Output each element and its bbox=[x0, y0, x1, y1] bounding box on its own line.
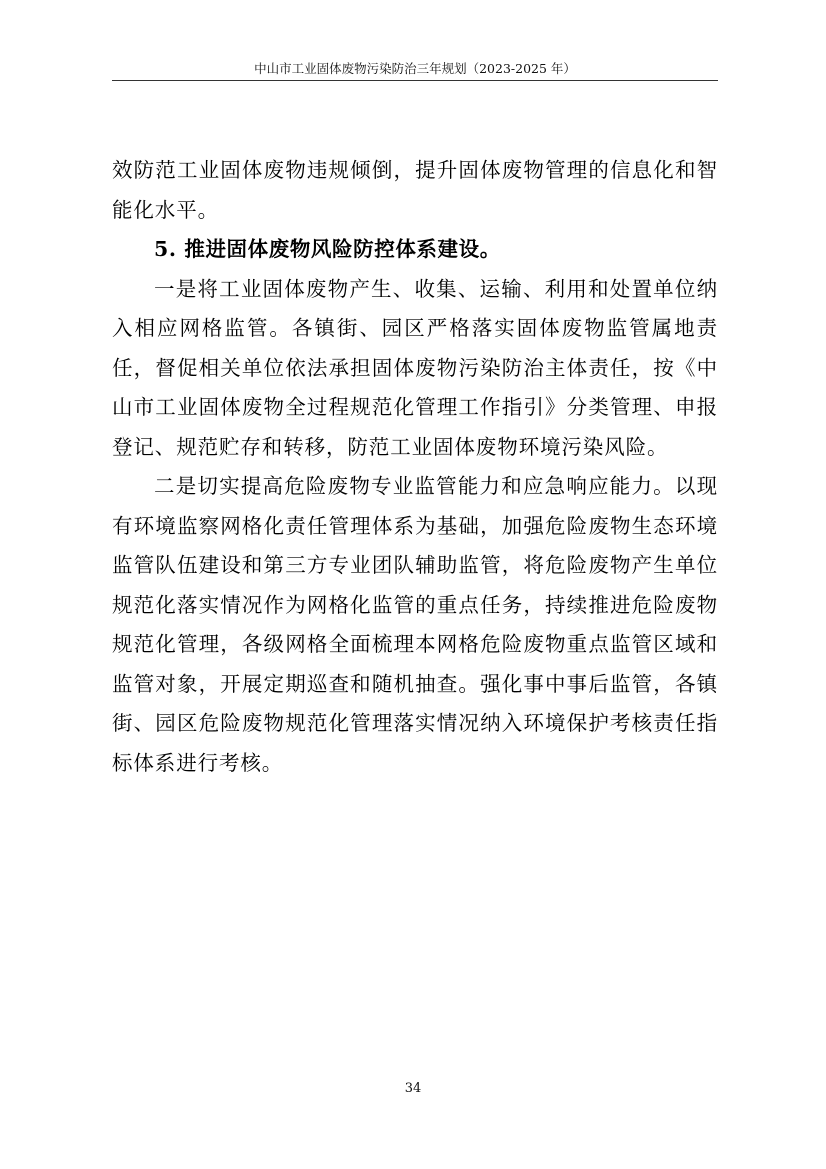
section-heading: 5. 推进固体废物风险防控体系建设。 bbox=[154, 237, 501, 261]
page-number: 34 bbox=[404, 1081, 422, 1096]
document-body bbox=[112, 151, 718, 783]
body-paragraph-2: 二是切实提高危险废物专业监管能力和应急响应能力。以现有环境监察网格化责任管理体系为基础，加强危险废物生态环境监管队伍建设和第三方专业团队辅助监管，将危险废物产生单位规范化落实情况作为网格化监管的重点任务，持续推进危险废物规范化管理，各级网格全面梳理本网格危险废物重点监管区域和监管对象，开展定期巡查和随机抽查。强化事中事后监管，各镇街、园区危险废物规范化管理落实情况纳入环境保护考核责任指标体系进行考核。 bbox=[112, 474, 718, 775]
header-divider bbox=[112, 80, 718, 81]
continuation-paragraph: 效防范工业固体废物违规倾倒，提升固体废物管理的信息化和智能化水平。 bbox=[112, 158, 718, 222]
body-paragraph-1: 一是将工业固体废物产生、收集、运输、利用和处置单位纳入相应网格监管。各镇街、园区严格落实固体废物监管属地责任，督促相关单位依法承担固体废物污染防治主体责任，按《中山市工业固体废物全过程规范化管理工作指引》分类管理、申报登记、规范贮存和转移，防范工业固体废物环境污染风险。 bbox=[112, 276, 718, 459]
running-header: 中山市工业固体废物污染防治三年规划（2023-2025 年） bbox=[254, 61, 576, 76]
